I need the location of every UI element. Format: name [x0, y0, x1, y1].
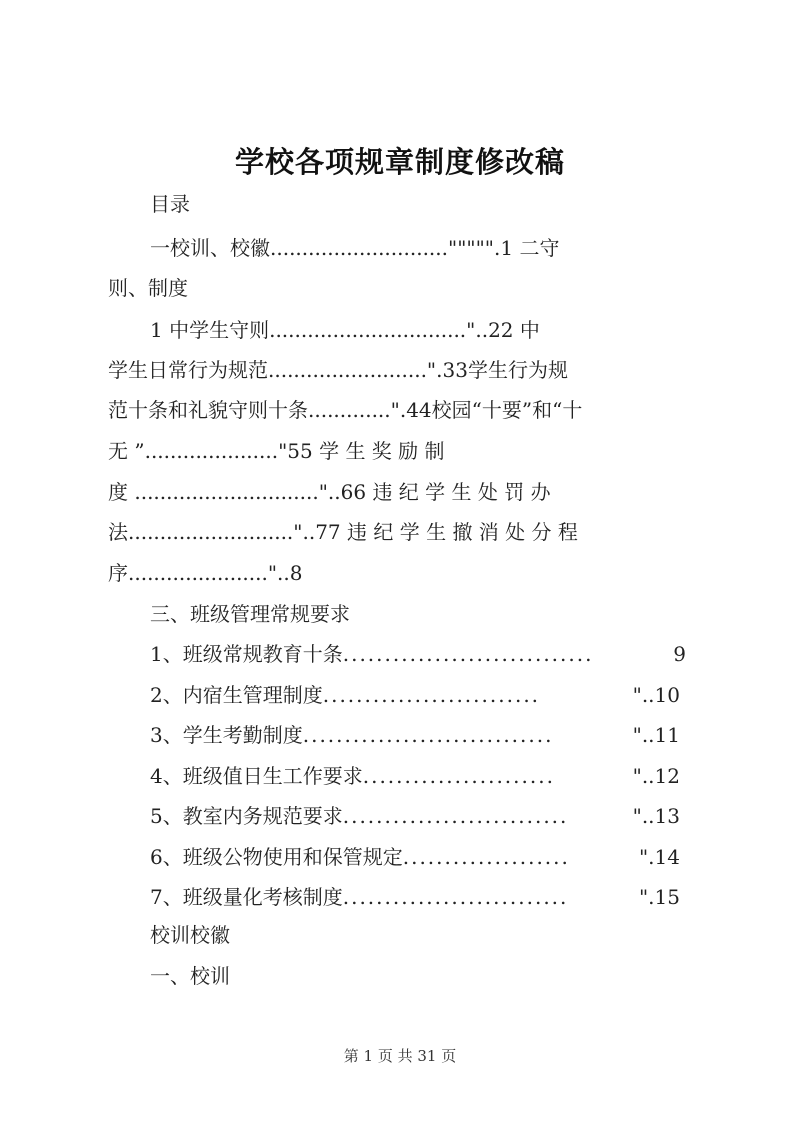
- toc-page-number: "..13: [632, 804, 680, 828]
- toc-item-3: [150, 721, 680, 749]
- toc-text-line-1: 一校训、校徽............................""""".1 二守: [150, 236, 560, 260]
- toc-item-2: [150, 681, 680, 709]
- toc-text-line-6: 无 ”....................."55 学 生 奖 励 制: [108, 439, 445, 463]
- toc-page-number: ".15: [638, 885, 680, 909]
- toc-item-4: [150, 762, 680, 790]
- toc-leader-dots: ...........................: [342, 885, 569, 909]
- toc-leader-dots: ..........................: [322, 683, 541, 707]
- toc-text-line-9: 序......................"..8: [108, 561, 303, 585]
- toc-item-1: [150, 640, 686, 668]
- toc-item-label: 5、教室内务规范要求: [150, 804, 343, 828]
- toc-heading: 目录: [150, 192, 190, 216]
- toc-item-label: 7、班级量化考核制度: [150, 885, 343, 909]
- toc-text-line-8: 法.........................."..77 违 纪 学 生 撤 消 处 分 程: [108, 520, 578, 544]
- toc-item-label: 4、班级值日生工作要求: [150, 764, 363, 788]
- document-title: 学校各项规章制度修改稿: [234, 145, 565, 179]
- toc-leader-dots: ..............................: [302, 723, 554, 747]
- toc-text-line-3: 1 中学生守则..............................."..22 中: [150, 318, 540, 342]
- toc-item-label: 1、班级常规教育十条: [150, 642, 343, 666]
- toc-text-line-7: 度 ............................."..66 违 纪 学 生 处 罚 办: [108, 480, 551, 504]
- toc-text-line-5: 范十条和礼貌守则十条.............".44校园“十要”和“十: [108, 398, 583, 422]
- toc-item-label: 2、内宿生管理制度: [150, 683, 323, 707]
- toc-item-label: 6、班级公物使用和保管规定: [150, 845, 403, 869]
- toc-item-5: [150, 802, 680, 830]
- toc-text-line-4: 学生日常行为规范.........................".33学生行为规: [108, 358, 568, 382]
- section-heading-motto-emblem: 校训校徽: [150, 923, 230, 947]
- section-three-heading: 三、班级管理常规要求: [150, 602, 350, 626]
- toc-item-label: 3、学生考勤制度: [150, 723, 303, 747]
- page-footer: 第 1 页 共 31 页: [343, 1047, 457, 1065]
- toc-page-number: ".14: [638, 845, 680, 869]
- toc-text-line-2: 则、制度: [108, 276, 188, 300]
- toc-page-number: "..11: [632, 723, 680, 747]
- subsection-heading-motto: 一、校训: [150, 964, 230, 988]
- toc-page-number: "..10: [632, 683, 680, 707]
- toc-page-number: "..12: [632, 764, 680, 788]
- toc-item-6: [150, 843, 680, 871]
- toc-leader-dots: ...........................: [342, 804, 569, 828]
- toc-leader-dots: .......................: [362, 764, 555, 788]
- toc-page-number: 9: [673, 642, 686, 666]
- toc-item-7: [150, 883, 680, 911]
- toc-leader-dots: ....................: [402, 845, 570, 869]
- toc-leader-dots: ..............................: [342, 642, 594, 666]
